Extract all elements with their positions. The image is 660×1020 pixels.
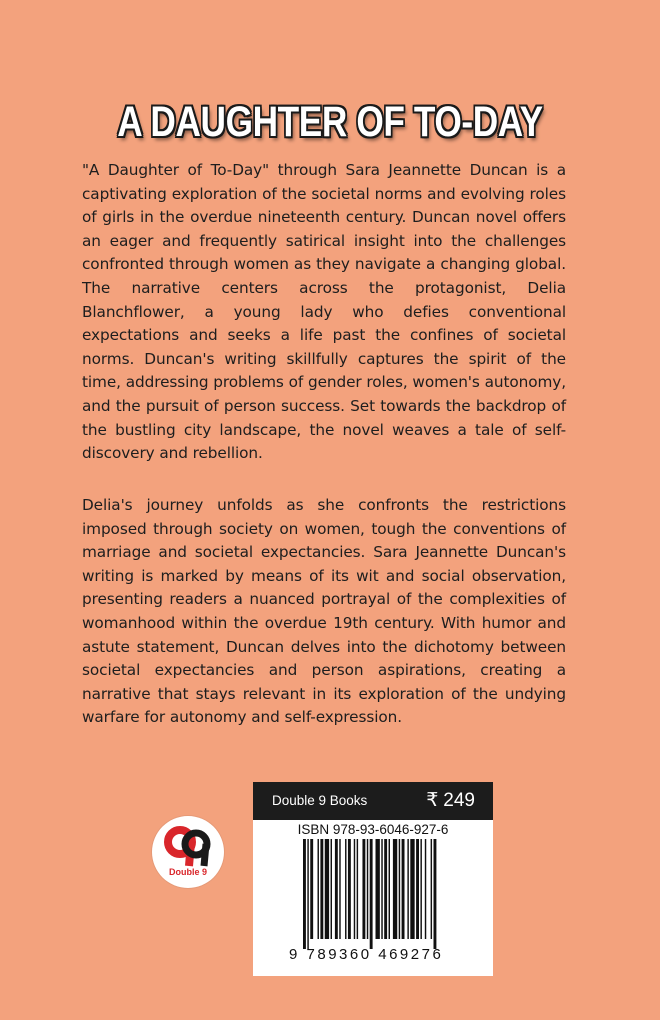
barcode-bar: [410, 839, 414, 939]
barcode-bar: [318, 839, 319, 939]
barcode-bar: [331, 839, 332, 939]
barcode-bar: [370, 839, 373, 949]
barcode-bars: [303, 839, 479, 949]
barcode-bar: [376, 839, 380, 939]
isbn-label: ISBN 978-93-6046-927-6: [297, 822, 449, 837]
barcode-digits: 9 789360 469276: [289, 946, 444, 963]
logo-wordmark: Double 9: [168, 867, 208, 877]
barcode-bar: [325, 839, 329, 939]
blurb-paragraph-2: Delia's journey unfolds as she confronts the restrictions imposed through society on women, tough the conventions of marriage and societal expectancies. Sara Jeannette Duncan's writing is marked by means of its wit and social observation, presenting readers a nuanced portrayal of the complexities of womanhood within the overdue 19th century. With humor and astute statement, Duncan delves into the dichotomy between societal expectancies and person aspirations, creating a narrative that stays relevant in its exploration of the undying warfare for autonomy and self-expression.: [82, 496, 566, 727]
barcode-header: [253, 782, 493, 820]
double-nine-logo-icon: [152, 816, 224, 888]
barcode-bar: [416, 839, 419, 939]
publisher-logo: [152, 816, 224, 888]
publisher-name: Double 9 Books: [272, 793, 368, 808]
barcode-bar: [354, 839, 355, 939]
barcode-bar: [399, 839, 400, 939]
barcode-bar: [407, 839, 408, 939]
barcode-bar: [393, 839, 397, 939]
barcode-bar: [381, 839, 382, 939]
barcode-bar: [367, 839, 368, 939]
barcode-bar: [339, 839, 340, 939]
barcode-bar: [303, 839, 306, 949]
barcode-bar: [307, 839, 308, 949]
barcode-bar: [362, 839, 365, 939]
blurb-paragraph-1: "A Daughter of To-Day" through Sara Jeannette Duncan is a captivating exploration of the societal norms and evolving roles of girls in the overdue nineteenth century. Duncan novel offers an eager and frequently satirical insight into the challenges confronted through women as they navigate a changing global. The narrative centers across the protagonist, Delia Blanchflower, a young lady who defies conventional expectations and seeks a life past the confines of societal norms. Duncan's writing skillfully captures the spirit of the time, addressing problems of gender roles, women's autonomy, and the pursuit of person success. Set towards the backdrop of the bustling city landscape, the novel weaves a tale of self-discovery and rebellion.: [82, 161, 566, 463]
barcode-bar: [310, 839, 313, 939]
barcode-bar: [420, 839, 421, 939]
barcode-bar: [320, 839, 323, 939]
barcode-bar: [335, 839, 338, 939]
book-title: A DAUGHTER OF TO-DAY: [117, 98, 543, 146]
barcode-bar: [384, 839, 387, 939]
barcode-bar: [389, 839, 390, 939]
price: [426, 789, 475, 812]
barcode-bar: [348, 839, 351, 939]
barcode-bar: [431, 839, 432, 939]
price-amount: 249: [443, 790, 475, 811]
barcode-bar: [345, 839, 346, 939]
rupee-symbol: ₹: [426, 790, 439, 811]
barcode-panel: [253, 782, 493, 976]
barcode-bar: [425, 839, 426, 939]
barcode-bar: [434, 839, 437, 949]
barcode-bar: [357, 839, 358, 939]
barcode-bar: [402, 839, 405, 939]
